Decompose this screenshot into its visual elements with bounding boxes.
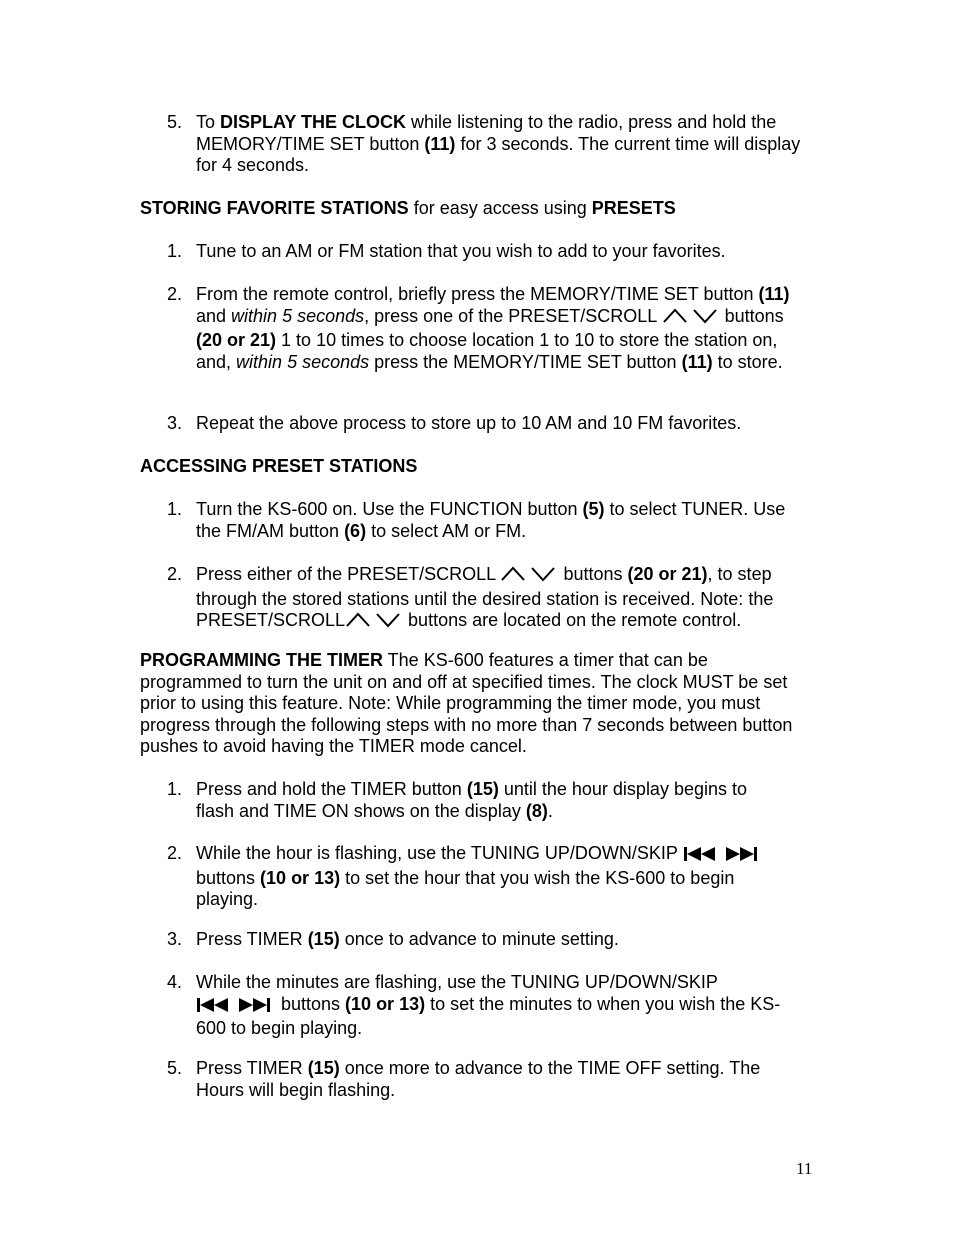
item-number: 2. [167,564,183,584]
up-down-chevron-icon [345,611,403,635]
item-text: From the remote control, briefly press the MEMORY/TIME SET button (11) and within 5 seconds, press one of the PRESET/SCROLL buttons (20 or 21) 1 to 10 times to choose location 1 to 10 to store the station on, and, within 5 seconds press the MEMORY/TIME SET button (11) to store. [196,284,790,372]
item-number: 5. [167,112,183,132]
item-number: 4. [167,972,183,992]
item-number: 3. [167,413,183,433]
section-heading-accessing: ACCESSING PRESET STATIONS [140,456,418,476]
item-number: 1. [167,241,183,261]
item-text: Turn the KS-600 on. Use the FUNCTION button (5) to select TUNER. Use the FM/AM button (6) to select AM or FM. [196,499,786,541]
item-number: 3. [167,929,183,949]
item-text: To DISPLAY THE CLOCK while listening to the radio, press and hold the MEMORY/TIME SET button (11) for 3 seconds. The current time will display for 4 seconds. [196,112,801,175]
skip-back-forward-icon [683,846,763,868]
item-number: 1. [167,779,183,799]
item-text: Press TIMER (15) once more to advance to the TIME OFF setting. The Hours will begin flashing. [196,1058,761,1100]
up-down-chevron-icon [662,307,720,331]
up-down-chevron-icon [500,565,558,589]
item-text: Press and hold the TIMER button (15) until the hour display begins to flash and TIME ON shows on the display (8). [196,779,748,821]
item-text: Repeat the above process to store up to 10 AM and 10 FM favorites. [196,413,742,433]
item-text: Press TIMER (15) once to advance to minute setting. [196,929,619,949]
item-number: 2. [167,843,183,863]
item-number: 2. [167,284,183,304]
item-text: Tune to an AM or FM station that you wish to add to your favorites. [196,241,726,261]
item-text: Press either of the PRESET/SCROLL buttons (20 or 21), to step through the stored stations until the desired station is received. Note: the PRESET/SCROLL buttons are located on the remote control. [196,564,810,635]
page-number: 11 [796,1159,813,1178]
item-text: While the minutes are flashing, use the TUNING UP/DOWN/SKIP buttons (10 or 13) to set the minutes to when you wish the KS-600 to begin playing. [196,972,781,1038]
skip-back-forward-icon [196,997,276,1019]
section-heading-storing: STORING FAVORITE STATIONS for easy access using PRESETS [140,198,676,218]
item-text: While the hour is flashing, use the TUNING UP/DOWN/SKIP buttons (10 or 13) to set the hour that you wish the KS-600 to begin playing. [196,843,796,911]
item-number: 5. [167,1058,183,1078]
item-number: 1. [167,499,183,519]
section-heading-timer: PROGRAMMING THE TIMER The KS-600 features a timer that can be programmed to turn the unit on and off at specified times. The clock MUST be set prior to using this feature. Note: While programming the timer mode, you must progress through the following steps with no more than 7 seconds between button pushes to avoid having the TIMER mode cancel. [140,650,793,756]
